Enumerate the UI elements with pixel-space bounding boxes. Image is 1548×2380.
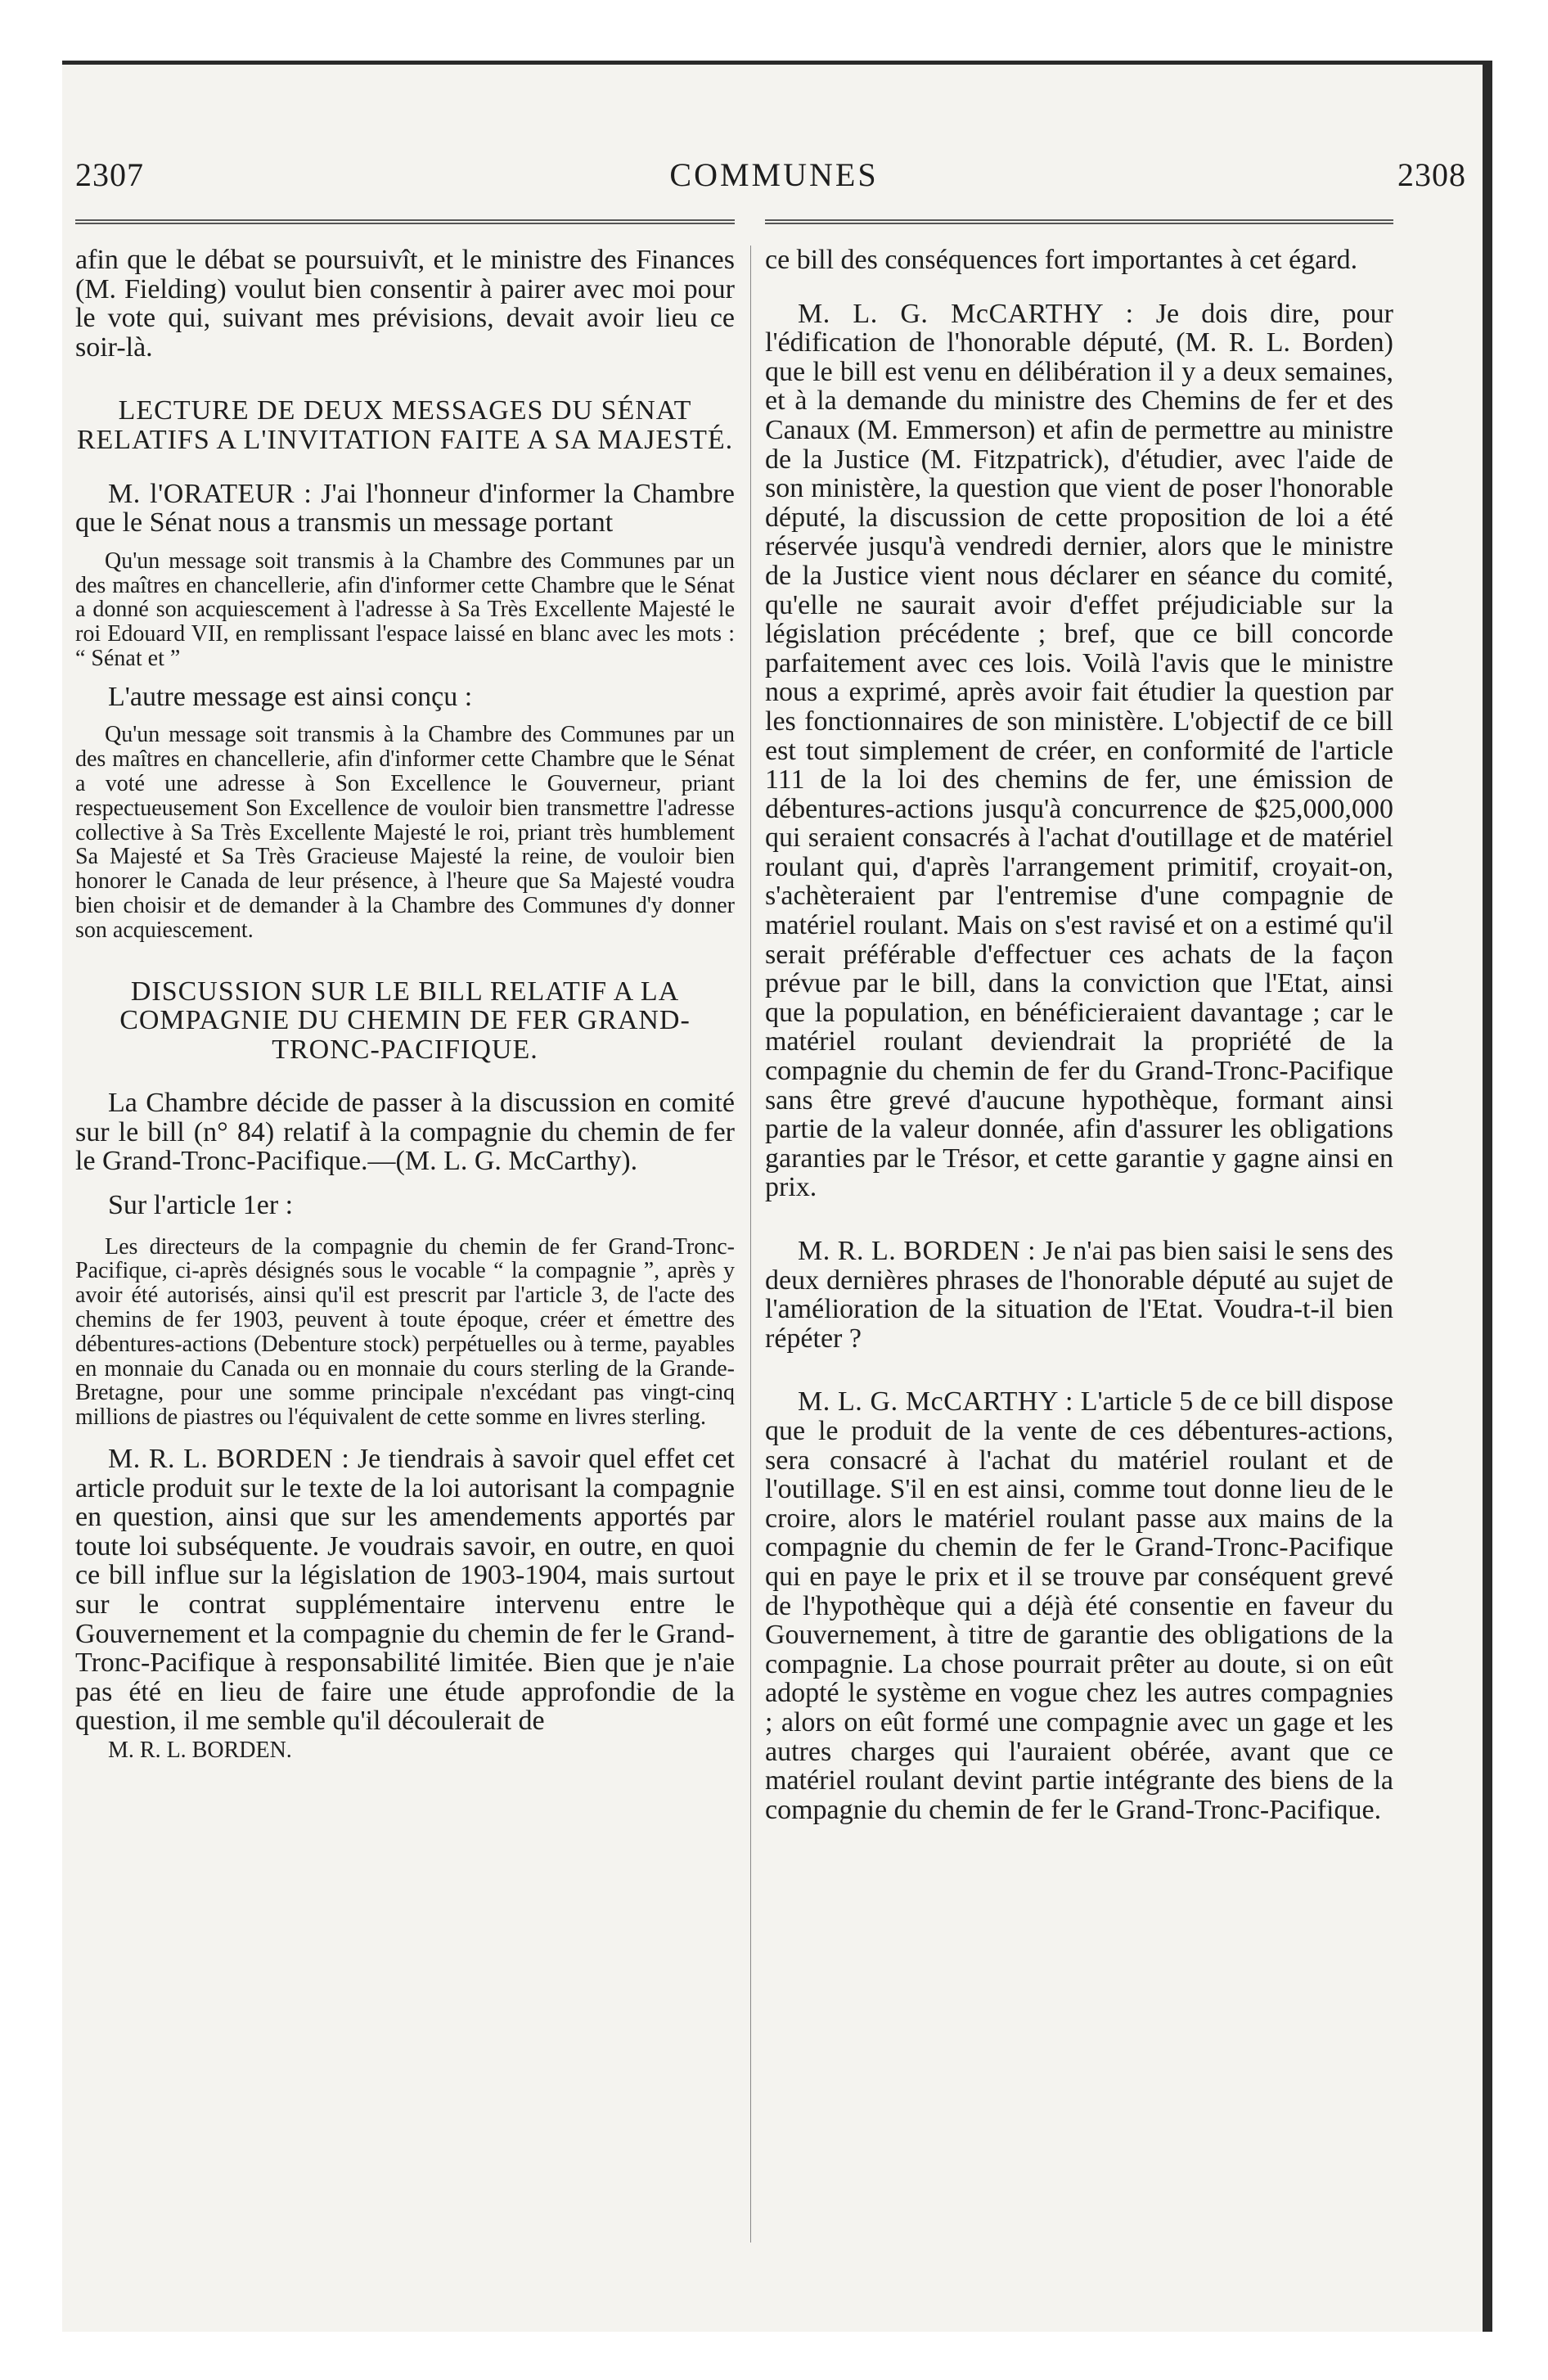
quoted-message: Qu'un message soit transmis à la Chambre des Communes par un des maîtres en chancellerie, afin d'informer cette Chambre que le Sénat a donné son acquiescement à l'adresse à Sa Très Excellente Majesté le roi Edouard VII, en remplissant l'espace laissé en blanc avec les mots : “ Sénat et ” bbox=[75, 548, 735, 671]
header-rule-right bbox=[765, 219, 1393, 224]
page-number-right: 2308 bbox=[1397, 156, 1466, 193]
section-heading: LECTURE DE DEUX MESSAGES DU SÉNAT RELATIFS A L'INVITATION FAITE A SA MAJESTÉ. bbox=[76, 395, 734, 455]
paragraph bbox=[765, 300, 1393, 1202]
quoted-message: Qu'un message soit transmis à la Chambre des Communes par un des maîtres en chancellerie, afin d'informer cette Chambre que le Sénat a voté une adresse à Son Excellence le Gouverneur, priant respectueusement Son Excellence de vouloir bien transmettre l'adresse collective à Sa Très Excellente Majesté le roi, priant très humblement Sa Majesté et Sa Très Gracieuse Majesté la reine, de vouloir bien honorer le Canada de leur présence, à l'heure que Sa Majesté voudra bien choisir et de demander à la Chambre des Communes d'y donner son acquiescement. bbox=[75, 722, 735, 943]
footer-signature: M. R. L. BORDEN. bbox=[108, 1737, 292, 1763]
speaker-name: M. R. L. BORDEN : bbox=[108, 1444, 350, 1475]
speech-text: Je n'ai pas bien saisi le sens des deux dernières phrases de l'honorable député au sujet de l'amélioration de la situation de l'Etat. Voudra-t-il bien répéter ? bbox=[765, 1236, 1393, 1354]
section-heading: DISCUSSION SUR LE BILL RELATIF A LA COMPAGNIE DU CHEMIN DE FER GRAND-TRONC-PACIFIQUE. bbox=[119, 976, 691, 1065]
speech-text: Je dois dire, pour l'édification de l'honorable député, (M. R. L. Borden) que le bill est venu en délibération il y a deux semaines, et à la demande du ministre des Chemins de fer et des Canaux (M. Emmerson) et afin de permettre au ministre de la Justice (M. Fitzpatrick), d'étudier, avec l'aide de son ministère, la question que vient de poser l'honorable député, la discussion de cette proposition de loi a été réservée jusqu'à vendredi dernier, alors que le ministre de la Justice vient nous déclarer en séance du comité, qu'elle ne saurait avoir d'effet préjudiciable sur la législation précédente ; bref, que ce bill concorde parfaitement avec ces lois. Voilà l'avis que le ministre nous a exprimé, après avoir fait étudier la question par les fonctionnaires de son ministère. L'objectif de ce bill est tout simplement de créer, en conformité de l'article 111 de la loi des chemins de fer, une émission de débentures-actions jusqu'à concurrence de $25,000,000 qui seraient consacrés à l'achat d'outillage et de matériel roulant qui, d'après l'arrangement primitif, croyait-on, s'achèteraient par l'entremise d'une compagnie de matériel roulant. Mais on s'est ravisé et on a estimé qu'il serait préférable d'effectuer ces achats de la façon prévue par le bill, dans la conviction que l'Etat, ainsi que la population, en bénéficieraient davantage ; car le matériel roulant deviendrait la propriété de la compagnie du chemin de fer du Grand-Tronc-Pacifique sans être grevé d'aucune hypothèque, formant ainsi partie de la valeur donnée, afin d'assurer les obligations garanties par le Trésor, et cette garantie y gagne ainsi en prix. bbox=[765, 298, 1393, 1203]
paragraph: La Chambre décide de passer à la discussion en comité sur le bill (n° 84) relatif à la compagnie du chemin de fer le Grand-Tronc-Pacifique.—(M. L. G. McCarthy). bbox=[75, 1088, 735, 1177]
speaker-name: M. l'ORATEUR : bbox=[108, 478, 313, 509]
quoted-bill-article: Les directeurs de la compagnie du chemin de fer Grand-Tronc-Pacifique, ci-après désignés sous le vocable “ la compagnie ”, après y avoir été autorisés, ainsi qu'il est prescrit par l'article 3, de l'acte des chemins de fer 1903, peuvent à toute époque, créer et émettre des débentures-actions (Debenture stock) perpétuelles ou à terme, payables en monnaie du Canada ou en monnaie du cours sterling de la Grande-Bretagne, pour une somme principale n'excédant pas vingt-cinq millions de piastres ou l'équivalent de cette somme en livres sterling. bbox=[75, 1233, 735, 1431]
header-rule-left bbox=[75, 219, 735, 224]
paragraph bbox=[75, 1445, 735, 1736]
speech-text: Je tiendrais à savoir quel effet cet article produit sur le texte de la loi autorisant la compagnie en question, ainsi que sur les amendements apportés par toute loi subséquente. Je voudrais savoir, en outre, en quoi ce bill influe sur la législation de 1903-1904, mais surtout sur le contrat supplémentaire intervenu entre le Gouvernement et la compagnie du chemin de fer le Grand-Tronc-Pacifique à responsabilité limitée. Bien que je n'aie pas été en lieu de faire une étude approfondie de la question, il me semble qu'il découlerait de bbox=[75, 1444, 735, 1737]
paragraph bbox=[75, 480, 735, 538]
paragraph: afin que le débat se poursuivît, et le ministre des Finances (M. Fielding) voulut bien consentir à pairer avec moi pour le vote qui, suivant mes prévisions, devait avoir lieu ce soir-là. bbox=[75, 245, 735, 363]
paragraph: L'autre message est ainsi conçu : bbox=[108, 681, 473, 712]
column-divider bbox=[750, 246, 751, 2243]
speech-text: L'article 5 de ce bill dispose que le produit de la vente de ces débentures-actions, sera consacré à l'achat du matériel roulant et de l'outillage. S'il en est ainsi, comme tout donne lieu de le croire, alors le matériel roulant passe aux mains de la compagnie du chemin de fer le Grand-Tronc-Pacifique qui en paye le prix et il se trouve par conséquent grevé de l'hypothèque qui a déjà été consentie en faveur du Gouvernement, à titre de garantie des obligations de la compagnie. La chose pourrait prêter au doute, si on eût adopté le système en vogue chez les autres compagnies ; alors on eût formé une compagnie avec un gage et les autres charges qui l'auraient obérée, avant que ce matériel roulant devint partie intégrante des biens de la compagnie du chemin de fer le Grand-Tronc-Pacifique. bbox=[765, 1386, 1393, 1825]
paragraph bbox=[765, 1387, 1393, 1824]
page-number-left: 2307 bbox=[75, 156, 144, 193]
speaker-name: M. L. G. McCARTHY : bbox=[798, 298, 1134, 329]
running-title: COMMUNES bbox=[669, 156, 879, 193]
left-column bbox=[75, 246, 735, 1765]
speech-text: J'ai l'honneur d'informer la Chambre que le Sénat nous a transmis un message portant bbox=[75, 478, 735, 539]
paragraph: ce bill des conséquences fort importantes à cet égard. bbox=[765, 245, 1358, 275]
speaker-name: M. R. L. BORDEN : bbox=[798, 1236, 1037, 1266]
paragraph bbox=[765, 1237, 1393, 1353]
right-column bbox=[765, 246, 1393, 1824]
paragraph: Sur l'article 1er : bbox=[108, 1190, 294, 1221]
speaker-name: M. L. G. McCARTHY : bbox=[798, 1386, 1073, 1418]
